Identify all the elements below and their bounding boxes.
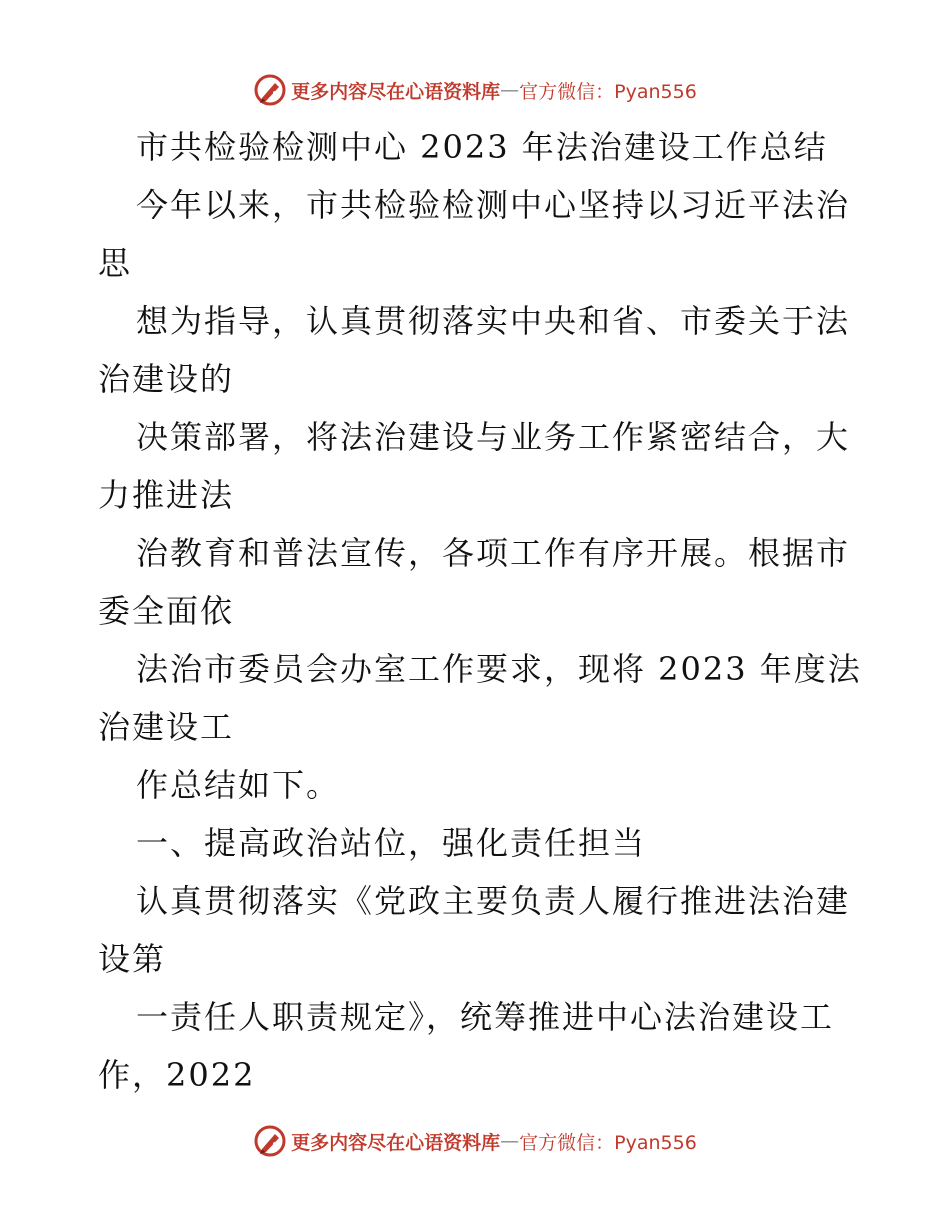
banner-separator: — [500,1130,520,1152]
paragraph-line: 一责任人职责规定》，统筹推进中心法治建设工 [136,998,835,1036]
banner-separator: — [500,79,520,101]
paragraph-line: 想为指导，认真贯彻落实中央和省、市委关于法 [136,302,851,340]
paragraph-line: 治建设的 [98,360,235,398]
paragraph-line: 力推进法 [98,476,235,514]
banner-site-text: 更多内容尽在心语资料库 [291,1131,501,1154]
banner-wechat-text: 官方微信：Pyan556 [519,80,697,103]
paragraph-line: 作，2022 [98,1056,256,1094]
paragraph-line: 今年以来，市共检验检测中心坚持以习近平法治 [136,186,851,224]
paragraph-line: 思 [98,244,133,282]
footer-banner [0,1121,950,1161]
paragraph-line: 决策部署，将法治建设与业务工作紧密结合，大 [136,418,851,456]
paragraph-line: 设第 [98,940,167,978]
header-banner [0,70,950,110]
section-heading: 一、提高政治站位，强化责任担当 [136,824,647,862]
paragraph-line: 治建设工 [98,708,235,746]
banner-wechat-text: 官方微信：Pyan556 [519,1131,697,1154]
paragraph-line: 认真贯彻落实《党政主要负责人履行推进法治建 [136,882,851,920]
document-title: 市共检验检测中心 2023 年法治建设工作总结 [136,128,828,166]
pen-logo-icon [253,73,287,107]
paragraph-line: 法治市委员会办室工作要求，现将 2023 年度法 [136,650,862,688]
paragraph-line: 治教育和普法宣传，各项工作有序开展。根据市 [136,534,851,572]
paragraph-line: 委全面依 [98,592,235,630]
paragraph-line: 作总结如下。 [136,766,341,804]
pen-logo-icon [253,1124,287,1158]
banner-site-text: 更多内容尽在心语资料库 [291,80,501,103]
document-body [98,118,862,1104]
